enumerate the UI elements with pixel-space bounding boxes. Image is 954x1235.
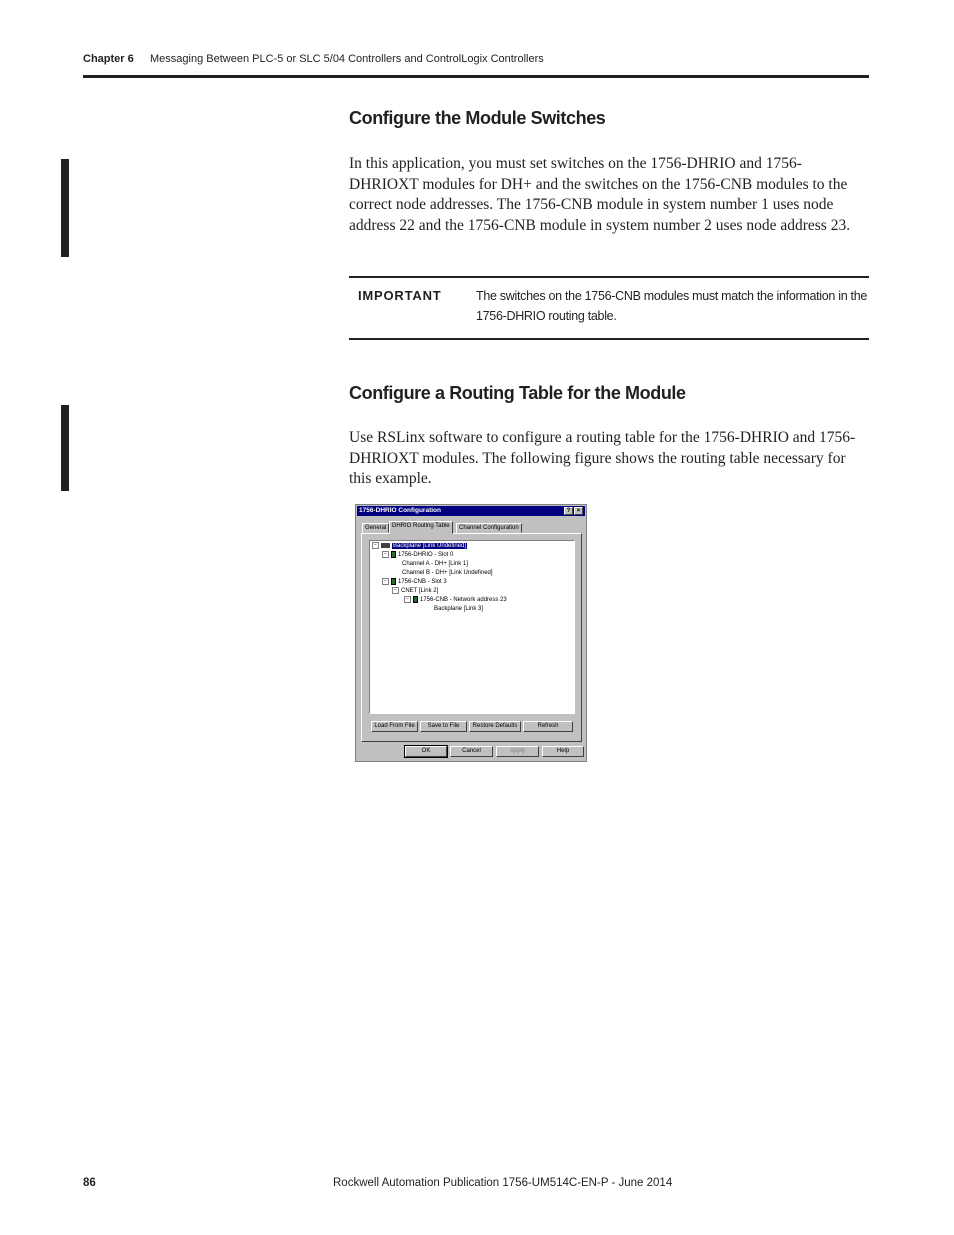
collapse-icon[interactable]: −	[404, 596, 411, 603]
section-paragraph: In this application, you must set switches on the 1756-DHRIO and 1756-DHRIOXT modules for DH+ and the switches on the 1756-CNB modules to the correct node addresses. The 1756-CNB module in system number 1 uses node address 22 and the 1756-CNB module in system number 2 uses node address 23.	[349, 155, 851, 234]
refresh-button[interactable]: Refresh	[523, 721, 573, 732]
page-number: 86	[83, 1177, 96, 1189]
change-bar	[61, 159, 69, 257]
help-button[interactable]: Help	[542, 746, 584, 757]
important-label: IMPORTANT	[358, 288, 442, 303]
dhrio-configuration-dialog	[355, 504, 587, 762]
collapse-icon[interactable]: −	[382, 551, 389, 558]
tab-channel-configuration[interactable]: Channel Configuration	[456, 523, 522, 533]
module-icon	[413, 596, 418, 603]
change-bar	[61, 405, 69, 491]
collapse-icon[interactable]: −	[372, 542, 379, 549]
collapse-icon[interactable]: −	[382, 578, 389, 585]
tab-dhrio-routing-table[interactable]: DHRIO Routing Table	[389, 521, 453, 534]
section-heading-module-switches: Configure the Module Switches	[349, 108, 606, 128]
restore-defaults-button[interactable]: Restore Defaults	[469, 721, 521, 732]
important-text: The switches on the 1756-CNB modules must match the information in the 1756-DHRIO routing table.	[476, 289, 868, 323]
section-paragraph: Use RSLinx software to configure a routing table for the 1756-DHRIO and 1756-DHRIOXT modules. The following figure shows the routing table necessary for this example.	[349, 429, 856, 487]
tab-general[interactable]: General	[362, 523, 389, 533]
tree-item-cnet[interactable]: − CNET [Link 2]	[392, 587, 438, 596]
important-rule-top	[349, 276, 869, 278]
module-icon	[391, 551, 396, 558]
tree-item-channel-a[interactable]: Channel A - DH+ [Link 1]	[402, 561, 468, 567]
help-title-button[interactable]: ?	[564, 507, 573, 515]
chapter-title: Messaging Between PLC-5 or SLC 5/04 Controllers and ControlLogix Controllers	[150, 53, 544, 65]
important-rule-bottom	[349, 338, 869, 340]
publication-info: Rockwell Automation Publication 1756-UM514C-EN-P - June 2014	[333, 1177, 673, 1189]
routing-tree[interactable]	[369, 540, 575, 714]
backplane-icon	[381, 543, 390, 548]
header-rule	[83, 75, 869, 78]
tree-item-backplane[interactable]: − Backplane [Link Undefined]	[372, 542, 467, 551]
save-to-file-button[interactable]: Save to File	[420, 721, 467, 732]
ok-button[interactable]: OK	[405, 746, 447, 757]
module-icon	[391, 578, 396, 585]
collapse-icon[interactable]: −	[392, 587, 399, 594]
chapter-label: Chapter 6	[83, 53, 134, 65]
apply-button[interactable]: Apply	[496, 746, 539, 757]
tree-item-channel-b[interactable]: Channel B - DH+ [Link Undefined]	[402, 570, 493, 576]
tree-item-cnb-address23[interactable]: − 1756-CNB - Network address 23	[404, 596, 507, 605]
cancel-button[interactable]: Cancel	[450, 746, 493, 757]
section-heading-routing-table: Configure a Routing Table for the Module	[349, 383, 686, 403]
load-from-file-button[interactable]: Load From File	[371, 721, 418, 732]
close-icon[interactable]: ×	[574, 507, 583, 515]
tree-item-cnb-slot3[interactable]: − 1756-CNB - Slot 3	[382, 578, 447, 587]
dialog-title: 1756-DHRIO Configuration	[357, 506, 585, 516]
tree-item-dhrio[interactable]: − 1756-DHRIO - Slot 0	[382, 551, 453, 560]
tree-item-backplane-link3[interactable]: Backplane [Link 3]	[434, 606, 484, 612]
